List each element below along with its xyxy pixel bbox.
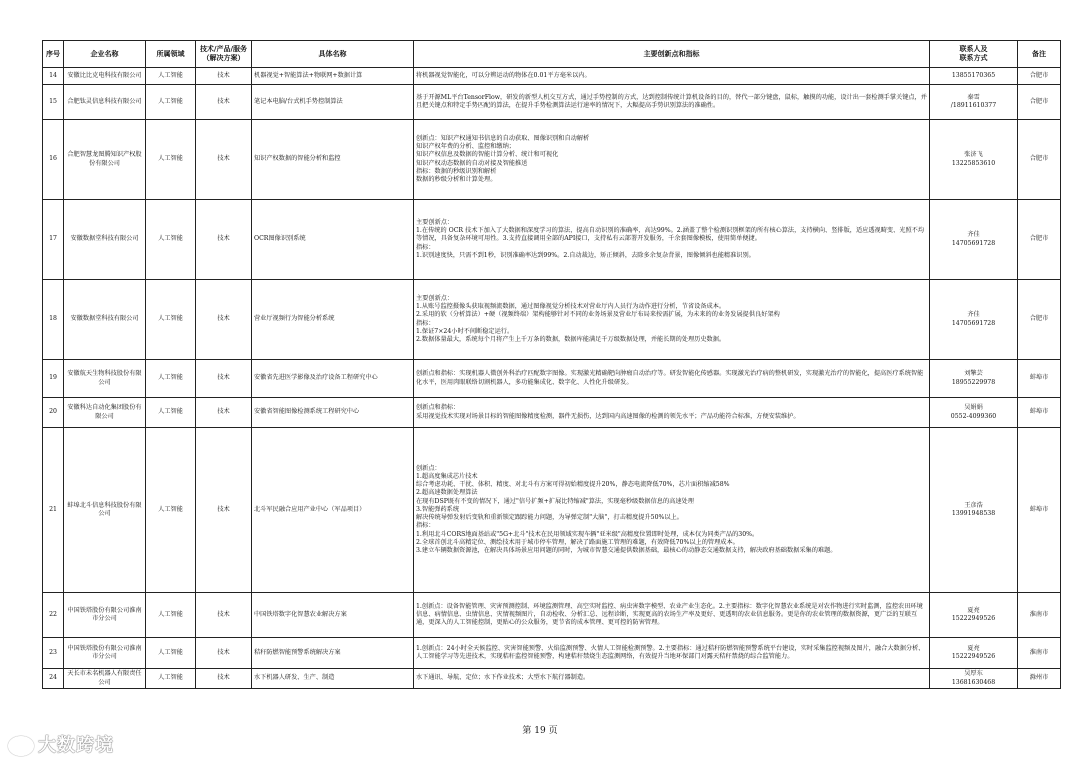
header-no: 序号 bbox=[43, 41, 64, 68]
header-type: 技术/产品/服务 （解决方案） bbox=[196, 41, 252, 68]
cell-innovation: 主要创新点： 1.在传统的 OCR 技术下加入了大数据和深度学习的算法，提高自动识别的准确率，高达99%。2.涵盖了整个检测识别框架的所有核心算法，支持横向、竖排版，适应透视畸变、光照不均等情况，具备复杂环境可用性。3.支持直接调用全部的API接口，支持私有云部署开发服务，千余套图像模板，使用简单便捷。 指标： 1.识别速度快，只需不到1秒，识别准确率达到99%。2.自动裁边，矫正倾斜，去除多余复杂背景，图像倾斜也能精准识别。 bbox=[414, 200, 930, 280]
cell-type: 技术 bbox=[196, 120, 252, 200]
cell-name: 中国铁塔数字化智慧农业解决方案 bbox=[252, 593, 414, 638]
cell-name: 机器视觉+智能算法+物联网+数据计算 bbox=[252, 68, 414, 85]
cell-field: 人工智能 bbox=[146, 200, 196, 280]
cell-contact: 吴娟娟 0552-4099360 bbox=[930, 398, 1018, 428]
cell-company: 合肥智慧龙图腾知识产权股份有限公司 bbox=[64, 120, 146, 200]
document-page bbox=[42, 40, 1060, 689]
watermark-logo-icon bbox=[8, 736, 34, 756]
cell-name: 北斗军民融合应用产业中心（军品项目） bbox=[252, 428, 414, 593]
cell-contact: 夏亮 15222949526 bbox=[930, 638, 1018, 669]
cell-innovation: 创新点和指标： 采用视觉技术实现对场景目标的智能图像精度检测，器件无损伤，达到国内高速图像的检测的领先水平；产品功能符合标准，方便安装维护。 bbox=[414, 398, 930, 428]
cell-no: 22 bbox=[43, 593, 64, 638]
table-row bbox=[43, 200, 1061, 280]
table-header-row bbox=[43, 41, 1061, 68]
cell-innovation: 水下通讯、导航、定位；水下作业技术；大型水下航行器制造。 bbox=[414, 669, 930, 689]
cell-contact: 夏亮 15222949526 bbox=[930, 593, 1018, 638]
cell-type: 技术 bbox=[196, 638, 252, 669]
cell-innovation: 基于开源ML平台TensorFlow，研发的新型人机交互方式，通过手势控制的方式，达到控制传统计算机设备的目的，替代一部分键盘，鼠标，触摸的功能，设计出一套检测手掌关键点，并且把关键点和特定手势匹配的算法，在提升手势检测算法运行速率的情况下，大幅提高手势识别算法的准确性。 bbox=[414, 85, 930, 120]
cell-type: 技术 bbox=[196, 85, 252, 120]
cell-innovation: 主要创新点： 1.从账号监控摄像头获取视频流数据，通过图像视觉分析技术对营业厅内人员行为动作进行分析，节省设备成本。 2.采用的软（分析算法）+硬（视频终端）架构能够针对不同的业务场景及营业厅布局来按需扩展，为未来的的业务发展提供良好架构 指标： 1.保证7×24小时不间断稳定运行。 2.数据体量最大，系统每个月将产生上千万条的数据，数据库能满足千万级数据处理，并能长期的处理历史数据。 bbox=[414, 280, 930, 360]
cell-note: 淮南市 bbox=[1018, 638, 1061, 669]
cell-type: 技术 bbox=[196, 593, 252, 638]
table-row bbox=[43, 398, 1061, 428]
cell-type: 技术 bbox=[196, 360, 252, 398]
cell-no: 23 bbox=[43, 638, 64, 669]
table-row bbox=[43, 638, 1061, 669]
cell-note: 合肥市 bbox=[1018, 120, 1061, 200]
cell-innovation: 将机器视觉智能化，可以分辨运动的物体在0.01平方毫米以内。 bbox=[414, 68, 930, 85]
enterprise-table bbox=[42, 40, 1061, 689]
cell-note: 淮南市 bbox=[1018, 593, 1061, 638]
cell-contact: 张济飞 13225853610 bbox=[930, 120, 1018, 200]
cell-company: 安徽比比克电科技有限公司 bbox=[64, 68, 146, 85]
header-field: 所属领域 bbox=[146, 41, 196, 68]
cell-name: OCR图像识别系统 bbox=[252, 200, 414, 280]
header-company: 企业名称 bbox=[64, 41, 146, 68]
table-row bbox=[43, 280, 1061, 360]
cell-field: 人工智能 bbox=[146, 120, 196, 200]
cell-no: 17 bbox=[43, 200, 64, 280]
cell-name: 知识产权数据的智能分析和监控 bbox=[252, 120, 414, 200]
table-row bbox=[43, 85, 1061, 120]
cell-no: 19 bbox=[43, 360, 64, 398]
cell-note: 蚌埠市 bbox=[1018, 428, 1061, 593]
cell-type: 技术 bbox=[196, 200, 252, 280]
cell-type: 技术 bbox=[196, 68, 252, 85]
cell-name: 笔记本电脑/台式机手势控制算法 bbox=[252, 85, 414, 120]
cell-innovation: 1.创新点：24小时全天候监控、灾害智能预警、火焰监测预警、火情人工智能检测预警。2.主要指标：通过秸秆防燃智能预警系统平台建设，实时采集监控视频及图片，融合大数据分析、人工智能学习等先进技术，实现秸秆监控智能预警，构建秸秆禁烧生态监测网络，有效提升当地环保部门对露天秸秆禁烧的综合监管能力。 bbox=[414, 638, 930, 669]
cell-company: 安徽航天生物科技股份有限公司 bbox=[64, 360, 146, 398]
cell-no: 16 bbox=[43, 120, 64, 200]
cell-note: 滁州市 bbox=[1018, 669, 1061, 689]
cell-innovation: 创新点和指标：实现机器人微创外科治疗匹配数字图像。实现激光精确靶向肿瘤自动治疗等。研发智能化传感器。实现激光治疗病的整机研发，实现激光治疗的智能化，提高医疗系统智能化水平，医用肉眼联络切割机器人，多功能集成化、数字化、人性化升级研发。 bbox=[414, 360, 930, 398]
cell-field: 人工智能 bbox=[146, 593, 196, 638]
cell-field: 人工智能 bbox=[146, 669, 196, 689]
cell-type: 技术 bbox=[196, 669, 252, 689]
header-note: 备注 bbox=[1018, 41, 1061, 68]
cell-company: 中国铁塔股份有限公司淮南市分公司 bbox=[64, 638, 146, 669]
page-footer: 第 19 页 bbox=[522, 726, 558, 736]
table-row bbox=[43, 428, 1061, 593]
cell-no: 20 bbox=[43, 398, 64, 428]
cell-contact: 齐佳 14705691728 bbox=[930, 280, 1018, 360]
cell-no: 21 bbox=[43, 428, 64, 593]
cell-type: 技术 bbox=[196, 428, 252, 593]
cell-innovation: 创新点：知识产权通知书信息的自动获取、图像识别和自动解析 知识产权年费的分析、监控和缴纳； 知识产权信息及数据的智能计算分析、统计和可视化 知识产权动态数据的自动对接及智能推送 指标：数据的秒级识别和解析 数据的秒级分析和计算处理。 bbox=[414, 120, 930, 200]
cell-type: 技术 bbox=[196, 398, 252, 428]
cell-type: 技术 bbox=[196, 280, 252, 360]
cell-field: 人工智能 bbox=[146, 68, 196, 85]
cell-no: 18 bbox=[43, 280, 64, 360]
cell-field: 人工智能 bbox=[146, 638, 196, 669]
cell-field: 人工智能 bbox=[146, 85, 196, 120]
watermark bbox=[8, 731, 114, 757]
cell-company: 蚌埠北斗信息科技股份有限公司 bbox=[64, 428, 146, 593]
cell-innovation: 1.创新点：设备智能管理、灾害预测控制、环境监测管理、高空实时监控、病虫害数字模型、农业产业生态化。2.主要指标：数字化智慧农业系统是对农作物进行实时监测，监控农田环境信息、病情信息、虫情信息、灾情视频图片，自动检收、分析汇总、远程诊断，实现更高的农场生产率及更好、更透明的农业信息服务。更是你的农业管理的数据资源，更广泛的互联互通，更深入的人工智能控制，更贴心的公众服务，更节省的成本管理、更可控的防害管理。 bbox=[414, 593, 930, 638]
table-row bbox=[43, 669, 1061, 689]
cell-company: 中国铁塔股份有限公司淮南市分公司 bbox=[64, 593, 146, 638]
cell-company: 合肥钛灵信息科技有限公司 bbox=[64, 85, 146, 120]
cell-name: 秸秆防燃智能预警系统解决方案 bbox=[252, 638, 414, 669]
cell-note: 合肥市 bbox=[1018, 68, 1061, 85]
cell-company: 天长市未名机器人有限责任公司 bbox=[64, 669, 146, 689]
cell-contact: 吴厚东 13681630468 bbox=[930, 669, 1018, 689]
cell-no: 24 bbox=[43, 669, 64, 689]
cell-name: 水下机器人研发、生产、制造 bbox=[252, 669, 414, 689]
cell-name: 安徽省智能图像检测系统工程研究中心 bbox=[252, 398, 414, 428]
cell-field: 人工智能 bbox=[146, 398, 196, 428]
cell-company: 安徽数据堂科技有限公司 bbox=[64, 200, 146, 280]
cell-contact: 13855170365 bbox=[930, 68, 1018, 85]
cell-field: 人工智能 bbox=[146, 360, 196, 398]
cell-field: 人工智能 bbox=[146, 280, 196, 360]
header-contact: 联系人及 联系方式 bbox=[930, 41, 1018, 68]
cell-no: 15 bbox=[43, 85, 64, 120]
cell-note: 合肥市 bbox=[1018, 280, 1061, 360]
cell-innovation: 创新点： 1.超高度集成芯片技术 综合考虑功耗、干扰、体积、精度、对北斗有方案可得初始精度提升20%，静态电流降低70%，芯片面积缩减58% 2.超高速数据处理算法 在现有DSP既有不变的情况下，通过"信号扩频+扩展比特缩减"算法，实现毫秒级数据信息的高速处理 3.智能弹药系统 解决传统导弹发射后变轨和重新锁定跟踪能力问题，为导弹定制"大脑"，打击精度提升50%以上。 指标： 1.利用北斗CORS地面基站或"5G+北斗"技术在民用领域实现车辆"亚米级"高精度位置即时处理，成本仅为同类产品的30%。 2.全球首创北斗高精定位、测绘技术用于城市停车管理，解决了路面施工管理的难题，有效降低70%以上的管理成本。 3.建立车辆数据资源池，在解决具体场景应用问题的同时，为城市智慧交通提供数据基础，最核心的动静态交通数据支持，解决政府基础数据采集的难题。 bbox=[414, 428, 930, 593]
cell-company: 安徽数据堂科技有限公司 bbox=[64, 280, 146, 360]
cell-company: 安徽科达自动化集团股份有限公司 bbox=[64, 398, 146, 428]
cell-name: 安徽省先进医学影像及治疗设备工程研究中心 bbox=[252, 360, 414, 398]
cell-contact: 秦雪 /18911610377 bbox=[930, 85, 1018, 120]
cell-note: 合肥市 bbox=[1018, 85, 1061, 120]
table-row bbox=[43, 68, 1061, 85]
cell-contact: 齐佳 14705691728 bbox=[930, 200, 1018, 280]
cell-contact: 刘擎芸 18955229978 bbox=[930, 360, 1018, 398]
cell-contact: 王彦浩 13991948538 bbox=[930, 428, 1018, 593]
header-innovation: 主要创新点和指标 bbox=[414, 41, 930, 68]
header-name: 具体名称 bbox=[252, 41, 414, 68]
watermark-text: 大数跨境 bbox=[38, 735, 114, 756]
table-row bbox=[43, 120, 1061, 200]
cell-name: 营业厅视频行为智能分析系统 bbox=[252, 280, 414, 360]
cell-no: 14 bbox=[43, 68, 64, 85]
cell-field: 人工智能 bbox=[146, 428, 196, 593]
cell-note: 合肥市 bbox=[1018, 200, 1061, 280]
table-row bbox=[43, 593, 1061, 638]
cell-note: 蚌埠市 bbox=[1018, 398, 1061, 428]
cell-note: 蚌埠市 bbox=[1018, 360, 1061, 398]
table-row bbox=[43, 360, 1061, 398]
